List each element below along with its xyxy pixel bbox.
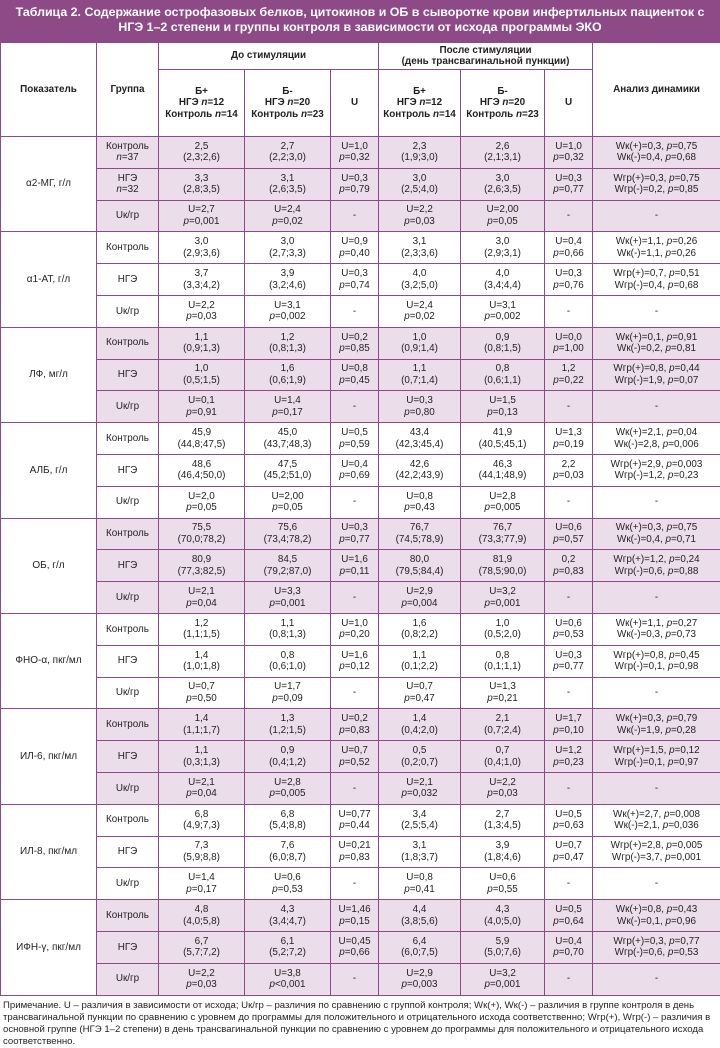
group-cell: Контроль n=37 [97,137,159,169]
table-row [1,582,720,614]
group-cell: Uк/гр [97,772,159,804]
after-bplus-cell: 1,1 (0,1;2,2) [379,645,461,677]
dynamics-cell: Wк(+)=2,7, p=0,008 Wк(-)=2,1, p=0,036 [593,804,720,836]
after-bplus-cell: 6,4 (6,0;7,5) [379,931,461,963]
before-bminus-cell: 1,2 (0,8;1,3) [245,327,331,359]
after-bminus-cell: 41,9 (40,5;45,1) [461,423,545,455]
after-u-cell: - [545,582,593,614]
group-cell: Контроль [97,900,159,932]
after-bplus-cell: 3,1 (1,8;3,7) [379,836,461,868]
after-bplus-cell: U=2,4 p=0,02 [379,295,461,327]
table-note: Примечание. U – различия в зависимости от исхода; Uк/гр – различия по сравнению с группой контроля; Wк(+), Wк(-) – различия в группе контроля в день трансвагинальной пункции по сравнению с уровнем до программы для положительного и отрицательного исхода соответственно; Wгр(+), Wгр(-) – различия в основной группе (НГЭ 1–2 степени) в день трансвагинальной пункции по сравнению с уровнем до программы для положительного и отрицательного исхода соответственно. [0,996,720,1048]
indicator-name: α1-АТ, г/л [1,232,97,327]
after-u-cell: U=0,6 p=0,57 [545,518,593,550]
dynamics-cell: Wгр(+)=0,8, p=0,44 Wгр(-)=1,9, p=0,07 [593,359,720,391]
before-bminus-cell: 75,6 (73,4;78,2) [245,518,331,550]
dynamics-cell: Wк(+)=0,8, p=0,43 Wк(-)=0,1, p=0,96 [593,900,720,932]
after-bplus-cell: U=2,9 p=0,003 [379,963,461,995]
before-bminus-cell: U=2,4 p=0,02 [245,200,331,232]
dynamics-cell: - [593,963,720,995]
before-bplus-cell: 6,8 (4,9;7,3) [159,804,245,836]
after-bplus-cell: 1,4 (0,4;2,0) [379,709,461,741]
after-bminus-cell: 2,1 (0,7;2,4) [461,709,545,741]
before-bplus-cell: 1,2 (1,1;1,5) [159,613,245,645]
after-bminus-cell: 5,9 (5,0;7,6) [461,931,545,963]
header-before: До стимуляции [159,43,379,70]
dynamics-cell: Wгр(+)=0,7, p=0,51 Wгр(-)=0,4, p=0,68 [593,264,720,296]
table-row [1,137,720,169]
after-bminus-cell: U=0,6 p=0,55 [461,868,545,900]
after-bplus-cell: U=0,8 p=0,41 [379,868,461,900]
after-bminus-cell: U=2,2 p=0,03 [461,772,545,804]
group-cell: Uк/гр [97,963,159,995]
after-u-cell: 1,2 p=0,22 [545,359,593,391]
before-bplus-cell: U=2,0 p=0,05 [159,486,245,518]
after-bminus-cell: U=3,2 p=0,001 [461,963,545,995]
header-after-bminus: Б- НГЭ n=20 Контроль n=23 [461,70,545,137]
group-cell: Uк/гр [97,868,159,900]
table-row [1,772,720,804]
table-row [1,391,720,423]
indicator-name: ИЛ-8, пкг/мл [1,804,97,899]
before-u-cell: - [331,868,379,900]
indicator-name: ИЛ-6, пкг/мл [1,709,97,804]
after-bplus-cell: U=0,7 p=0,47 [379,677,461,709]
table-row [1,741,720,773]
after-bplus-cell: U=0,3 p=0,80 [379,391,461,423]
table-row [1,931,720,963]
before-bminus-cell: 1,6 (0,6;1,9) [245,359,331,391]
header-after-bplus: Б+ НГЭ n=12 Контроль n=14 [379,70,461,137]
table-row [1,677,720,709]
after-u-cell: U=0,4 p=0,70 [545,931,593,963]
indicator-name: α2-МГ, г/л [1,137,97,232]
before-u-cell: - [331,772,379,804]
after-u-cell: U=0,3 p=0,77 [545,168,593,200]
dynamics-cell: - [593,868,720,900]
after-u-cell: U=0,4 p=0,66 [545,232,593,264]
before-bplus-cell: 80,9 (77,3;82,5) [159,550,245,582]
before-u-cell: - [331,391,379,423]
dynamics-cell: Wк(+)=1,1, p=0,27 Wк(-)=0,3, p=0,73 [593,613,720,645]
dynamics-cell: - [593,772,720,804]
before-u-cell: U=0,3 p=0,74 [331,264,379,296]
before-bminus-cell: 0,9 (0,4;1,2) [245,741,331,773]
table-row [1,454,720,486]
before-bplus-cell: U=2,7 p=0,001 [159,200,245,232]
after-u-cell: - [545,772,593,804]
after-u-cell: - [545,486,593,518]
before-bplus-cell: 1,4 (1,0;1,8) [159,645,245,677]
before-u-cell: U=0,2 p=0,85 [331,327,379,359]
table-row [1,168,720,200]
indicator-name: ОБ, г/л [1,518,97,613]
after-u-cell: U=0,3 p=0,77 [545,645,593,677]
group-cell: НГЭ n=32 [97,168,159,200]
group-cell: Контроль [97,613,159,645]
before-bminus-cell: U=2,00 p=0,05 [245,486,331,518]
dynamics-cell: Wгр(+)=0,3, p=0,75 Wгр(-)=0,2, p=0,85 [593,168,720,200]
group-cell: НГЭ [97,836,159,868]
before-u-cell: U=0,9 p=0,40 [331,232,379,264]
table-row [1,518,720,550]
table-row [1,804,720,836]
group-cell: НГЭ [97,550,159,582]
group-cell: Контроль [97,709,159,741]
header-before-bminus: Б- НГЭ n=20 Контроль n=23 [245,70,331,137]
after-u-cell: - [545,677,593,709]
before-bplus-cell: U=0,7 p=0,50 [159,677,245,709]
before-u-cell: - [331,486,379,518]
before-bplus-cell: 45,9 (44,8;47,5) [159,423,245,455]
before-bplus-cell: 75,5 (70,0;78,2) [159,518,245,550]
before-bminus-cell: 6,8 (5,4;8,8) [245,804,331,836]
table-row [1,264,720,296]
after-bplus-cell: 4,0 (3,2;5,0) [379,264,461,296]
after-bminus-cell: U=1,3 p=0,21 [461,677,545,709]
before-bminus-cell: U=3,1 p=0,002 [245,295,331,327]
indicator-name: ИФН-γ, пкг/мл [1,900,97,995]
group-cell: НГЭ [97,741,159,773]
before-u-cell: U=0,8 p=0,45 [331,359,379,391]
after-bplus-cell: 80,0 (79,5;84,4) [379,550,461,582]
before-bplus-cell: U=2,1 p=0,04 [159,772,245,804]
after-bminus-cell: 81,9 (78,5;90,0) [461,550,545,582]
group-cell: Контроль [97,232,159,264]
before-u-cell: U=1,6 p=0,12 [331,645,379,677]
after-bplus-cell: 1,6 (0,8;2,2) [379,613,461,645]
before-bminus-cell: U=3,3 p=0,001 [245,582,331,614]
before-bplus-cell: 1,1 (0,3;1,3) [159,741,245,773]
group-cell: НГЭ [97,931,159,963]
after-u-cell: U=0,0 p=1,00 [545,327,593,359]
dynamics-cell: - [593,200,720,232]
before-bminus-cell: U=2,8 p=0,005 [245,772,331,804]
before-u-cell: U=1,0 p=0,20 [331,613,379,645]
table-row [1,868,720,900]
before-bplus-cell: 4,8 (4,0;5,8) [159,900,245,932]
after-u-cell: 2,2 p=0,03 [545,454,593,486]
header-indicator: Показатель [1,43,97,137]
after-bminus-cell: 4,3 (4,0;5,0) [461,900,545,932]
after-bplus-cell: 43,4 (42,3;45,4) [379,423,461,455]
after-bminus-cell: 3,0 (2,9;3,1) [461,232,545,264]
dynamics-cell: - [593,295,720,327]
after-bminus-cell: 76,7 (73,3;77,9) [461,518,545,550]
after-u-cell: U=0,7 p=0,47 [545,836,593,868]
before-bplus-cell: 3,0 (2,9;3,6) [159,232,245,264]
after-u-cell: U=0,5 p=0,63 [545,804,593,836]
before-u-cell: U=0,5 p=0,59 [331,423,379,455]
indicator-name: ЛФ, мг/л [1,327,97,422]
before-bplus-cell: 3,3 (2,8;3,5) [159,168,245,200]
dynamics-cell: Wк(+)=0,3, p=0,75 Wк(-)=0,4, p=0,68 [593,137,720,169]
table-row [1,613,720,645]
dynamics-cell: - [593,677,720,709]
before-bminus-cell: 1,3 (1,2;1,5) [245,709,331,741]
table-row [1,423,720,455]
dynamics-cell: - [593,391,720,423]
before-u-cell: U=0,21 p=0,83 [331,836,379,868]
after-u-cell: U=0,5 p=0,64 [545,900,593,932]
before-bplus-cell: U=1,4 p=0,17 [159,868,245,900]
after-u-cell: - [545,295,593,327]
after-bminus-cell: 0,7 (0,4;1,0) [461,741,545,773]
after-u-cell: U=1,0 p=0,32 [545,137,593,169]
before-bplus-cell: 1,4 (1,1;1,7) [159,709,245,741]
after-bminus-cell: U=2,00 p=0,05 [461,200,545,232]
table-row [1,232,720,264]
after-bplus-cell: 2,3 (1,9;3,0) [379,137,461,169]
table-row [1,295,720,327]
after-u-cell: - [545,200,593,232]
after-u-cell: U=1,3 p=0,19 [545,423,593,455]
after-u-cell: U=1,7 p=0,10 [545,709,593,741]
before-bminus-cell: U=0,6 p=0,53 [245,868,331,900]
dynamics-cell: Wк(+)=2,1, p=0,04 Wк(-)=2,8, p=0,006 [593,423,720,455]
group-cell: Uк/гр [97,677,159,709]
after-bplus-cell: 0,5 (0,2;0,7) [379,741,461,773]
before-bplus-cell: 2,5 (2,3;2,6) [159,137,245,169]
before-bminus-cell: U=1,7 p=0,09 [245,677,331,709]
table-row [1,200,720,232]
after-bminus-cell: 0,8 (0,6;1,1) [461,359,545,391]
table-row [1,645,720,677]
group-cell: Контроль [97,327,159,359]
before-u-cell: U=0,45 p=0,66 [331,931,379,963]
after-bminus-cell: 2,6 (2,1;3,1) [461,137,545,169]
after-u-cell: - [545,391,593,423]
after-bplus-cell: 1,0 (0,9;1,4) [379,327,461,359]
before-u-cell: - [331,200,379,232]
dynamics-cell: Wгр(+)=2,8, p=0,005 Wгр(-)=3,7, p=0,001 [593,836,720,868]
after-bminus-cell: 2,7 (1,3;4,5) [461,804,545,836]
table-row [1,963,720,995]
after-bplus-cell: 4,4 (3,8;5,6) [379,900,461,932]
group-cell: Контроль [97,423,159,455]
header-dynamics: Анализ динамики [593,43,720,137]
before-bminus-cell: 84,5 (79,2;87,0) [245,550,331,582]
before-u-cell: - [331,963,379,995]
table-row [1,486,720,518]
dynamics-cell: Wк(+)=0,1, p=0,91 Wк(-)=0,2, p=0,81 [593,327,720,359]
before-u-cell: U=0,7 p=0,52 [331,741,379,773]
before-bplus-cell: 48,6 (46,4;50,0) [159,454,245,486]
group-cell: НГЭ [97,359,159,391]
after-bminus-cell: 0,9 (0,8;1,5) [461,327,545,359]
after-u-cell: U=0,6 p=0,53 [545,613,593,645]
data-table [0,42,720,996]
group-cell: НГЭ [97,645,159,677]
group-cell: НГЭ [97,264,159,296]
group-cell: Uк/гр [97,391,159,423]
after-bplus-cell: U=2,1 p=0,032 [379,772,461,804]
after-bminus-cell: 46,3 (44,1;48,9) [461,454,545,486]
before-bminus-cell: 2,7 (2,2;3,0) [245,137,331,169]
group-cell: Uк/гр [97,295,159,327]
before-bplus-cell: U=2,2 p=0,03 [159,963,245,995]
after-bplus-cell: 76,7 (74,5;78,9) [379,518,461,550]
after-bminus-cell: 1,0 (0,5;2,0) [461,613,545,645]
after-bminus-cell: U=1,5 p=0,13 [461,391,545,423]
after-bminus-cell: 0,8 (0,1;1,1) [461,645,545,677]
header-group: Группа [97,43,159,137]
before-bplus-cell: 7,3 (5,9;8,8) [159,836,245,868]
after-bminus-cell: 4,0 (3,4;4,4) [461,264,545,296]
before-bminus-cell: 1,1 (0,8;1,3) [245,613,331,645]
header-after: После стимуляции (день трансвагинальной пункции) [379,43,593,70]
header-before-u: U [331,70,379,137]
group-cell: Контроль [97,804,159,836]
before-bminus-cell: 47,5 (45,2;51,0) [245,454,331,486]
after-bplus-cell: U=2,9 p=0,004 [379,582,461,614]
before-bplus-cell: U=0,1 p=0,91 [159,391,245,423]
group-cell: Uк/гр [97,200,159,232]
table-row [1,327,720,359]
before-bplus-cell: 1,1 (0,9;1,3) [159,327,245,359]
before-u-cell: - [331,295,379,327]
before-u-cell: - [331,677,379,709]
before-bminus-cell: 0,8 (0,6;1,0) [245,645,331,677]
before-u-cell: U=0,4 p=0,69 [331,454,379,486]
after-u-cell: - [545,963,593,995]
before-bplus-cell: U=2,1 p=0,04 [159,582,245,614]
before-bminus-cell: U=1,4 p=0,17 [245,391,331,423]
dynamics-cell: Wгр(+)=1,5, p=0,12 Wгр(-)=0,1, p=0,97 [593,741,720,773]
before-bplus-cell: 6,7 (5,7;7,2) [159,931,245,963]
after-bplus-cell: 3,1 (2,3;3,6) [379,232,461,264]
table-title: Таблица 2. Содержание острофазовых белков, цитокинов и ОБ в сыворотке крови инфертильных пациенток с НГЭ 1–2 степени и группы контроля в зависимости от исхода программы ЭКО [0,0,720,42]
dynamics-cell: Wк(+)=1,1, p=0,26 Wк(-)=1,1, p=0,26 [593,232,720,264]
before-bminus-cell: 6,1 (5,2;7,2) [245,931,331,963]
after-bplus-cell: 3,0 (2,5;4,0) [379,168,461,200]
before-bminus-cell: U=3,8 p<0,001 [245,963,331,995]
before-bminus-cell: 45,0 (43,7;48,3) [245,423,331,455]
after-bplus-cell: 3,4 (2,5;5,4) [379,804,461,836]
after-bminus-cell: U=2,8 p=0,005 [461,486,545,518]
table-row [1,900,720,932]
before-bplus-cell: 1,0 (0,5;1,5) [159,359,245,391]
before-u-cell: U=0,77 p=0,44 [331,804,379,836]
group-cell: Uк/гр [97,582,159,614]
before-u-cell: U=0,3 p=0,79 [331,168,379,200]
after-bplus-cell: U=0,8 p=0,43 [379,486,461,518]
before-u-cell: U=0,3 p=0,77 [331,518,379,550]
before-bminus-cell: 4,3 (3,4;4,7) [245,900,331,932]
before-bplus-cell: 3,7 (3,3;4,2) [159,264,245,296]
dynamics-cell: Wгр(+)=0,3, p=0,77 Wгр(-)=0,6, p=0,53 [593,931,720,963]
after-bminus-cell: U=3,2 p=0,001 [461,582,545,614]
dynamics-cell: Wгр(+)=1,2, p=0,24 Wгр(-)=0,6, p=0,88 [593,550,720,582]
table-body [1,137,720,996]
dynamics-cell: Wгр(+)=0,8, p=0,45 Wгр(-)=0,1, p=0,98 [593,645,720,677]
dynamics-cell: Wгр(+)=2,9, p=0,003 Wгр(-)=1,2, p=0,23 [593,454,720,486]
before-u-cell: U=1,0 p=0,32 [331,137,379,169]
after-bminus-cell: 3,9 (1,8;4,6) [461,836,545,868]
table-row [1,359,720,391]
group-cell: Контроль [97,518,159,550]
before-u-cell: U=1,46 p=0,15 [331,900,379,932]
dynamics-cell: - [593,582,720,614]
header-after-u: U [545,70,593,137]
dynamics-cell: - [593,486,720,518]
dynamics-cell: Wк(+)=0,3, p=0,75 Wк(-)=0,4, p=0,71 [593,518,720,550]
before-bminus-cell: 3,9 (3,2;4,6) [245,264,331,296]
before-bminus-cell: 3,0 (2,7;3,3) [245,232,331,264]
after-bplus-cell: 42,6 (42,2;43,9) [379,454,461,486]
before-bminus-cell: 7,6 (6,0;8,7) [245,836,331,868]
before-bminus-cell: 3,1 (2,6;3,5) [245,168,331,200]
after-bplus-cell: U=2,2 p=0,03 [379,200,461,232]
after-u-cell: U=1,2 p=0,23 [545,741,593,773]
after-u-cell: 0,2 p=0,83 [545,550,593,582]
before-u-cell: U=0,2 p=0,83 [331,709,379,741]
after-bplus-cell: 1,1 (0,7;1,4) [379,359,461,391]
after-u-cell: - [545,868,593,900]
indicator-name: ФНО-α, пкг/мл [1,613,97,708]
after-u-cell: U=0,3 p=0,76 [545,264,593,296]
indicator-name: АЛБ, г/л [1,423,97,518]
before-u-cell: - [331,582,379,614]
before-bplus-cell: U=2,2 p=0,03 [159,295,245,327]
after-bminus-cell: U=3,1 p=0,002 [461,295,545,327]
table-row [1,550,720,582]
table-row [1,709,720,741]
dynamics-cell: Wк(+)=0,3, p=0,79 Wк(-)=1,9, p=0,28 [593,709,720,741]
before-u-cell: U=1,6 p=0,11 [331,550,379,582]
table-row [1,836,720,868]
group-cell: Uк/гр [97,486,159,518]
header-before-bplus: Б+ НГЭ n=12 Контроль n=14 [159,70,245,137]
after-bminus-cell: 3,0 (2,6;3,5) [461,168,545,200]
group-cell: НГЭ [97,454,159,486]
